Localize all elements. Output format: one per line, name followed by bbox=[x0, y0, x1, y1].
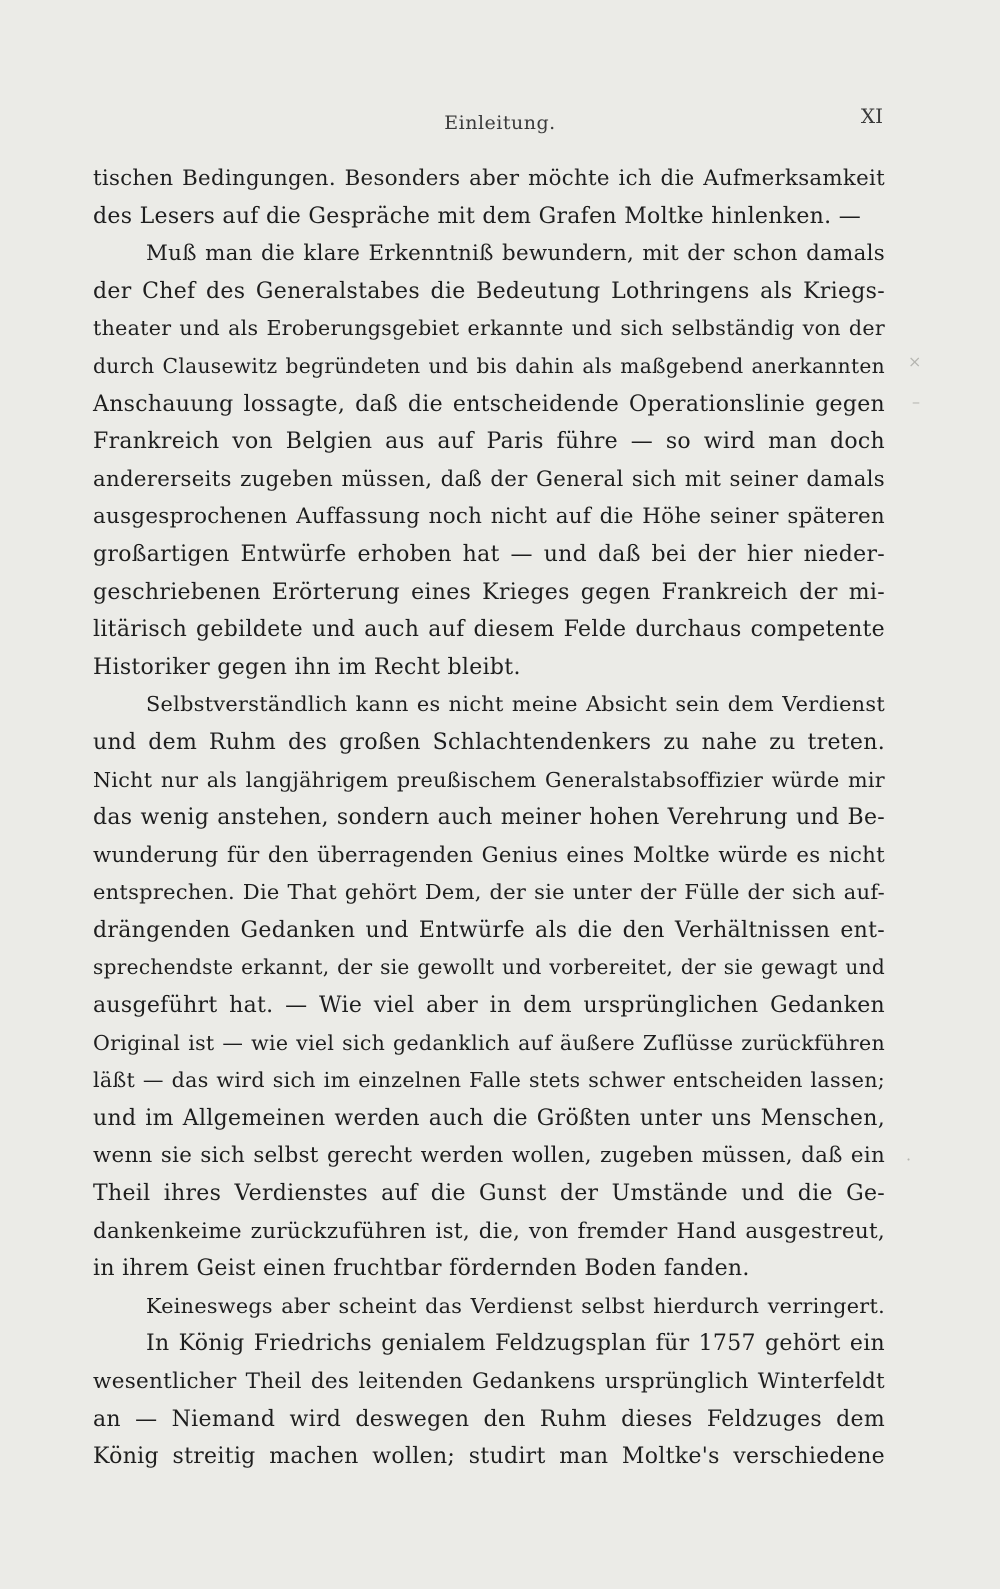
text-line: und dem Ruhm des großen Schlachtendenkers zu nahe zu treten. bbox=[93, 729, 885, 755]
running-title: Einleitung. bbox=[444, 112, 556, 134]
text-line: Muß man die klare Erkenntniß bewundern, mit der schon damals bbox=[146, 241, 885, 267]
text-line: tischen Bedingungen. Besonders aber möchte ich die Aufmerksamkeit bbox=[93, 166, 885, 191]
text-line: ausgeführt hat. — Wie viel aber in dem ursprünglichen Gedanken bbox=[93, 993, 885, 1019]
page-number: XI bbox=[860, 104, 883, 128]
text-line: Original ist — wie viel sich gedanklich auf äußere Zuflüsse zurückführen bbox=[93, 1030, 885, 1055]
text-line: Historiker gegen ihn im Recht bleibt. bbox=[93, 654, 521, 680]
text-line: der Chef des Generalstabes die Bedeutung Lothringens als Kriegs- bbox=[93, 278, 885, 304]
body-text bbox=[93, 160, 885, 1476]
text-line: Nicht nur als langjährigem preußischem Generalstabsoffizier würde mir bbox=[93, 767, 885, 792]
text-line: wenn sie sich selbst gerecht werden wollen, zugeben müssen, daß ein bbox=[93, 1143, 885, 1169]
pencil-mark-dash-icon: – bbox=[912, 392, 920, 411]
text-line: großartigen Entwürfe erhoben hat — und daß bei der hier nieder- bbox=[93, 541, 885, 567]
text-line: und im Allgemeinen werden auch die Größten unter uns Menschen, bbox=[93, 1105, 885, 1131]
text-line: wesentlicher Theil des leitenden Gedankens ursprünglich Winterfeldt bbox=[93, 1369, 885, 1394]
text-line: läßt — das wird sich im einzelnen Falle stets schwer entscheiden lassen; bbox=[93, 1068, 885, 1093]
text-line: in ihrem Geist einen fruchtbar fördernden Boden fanden. bbox=[93, 1256, 750, 1282]
text-line: König streitig machen wollen; studirt man Moltke's verschiedene bbox=[93, 1444, 885, 1470]
text-line: dankenkeime zurückzuführen ist, die, von fremder Hand ausgestreut, bbox=[93, 1218, 885, 1244]
text-line: andererseits zugeben müssen, daß der General sich mit seiner damals bbox=[93, 466, 885, 492]
pencil-mark-dot-icon: · bbox=[906, 1150, 912, 1169]
text-line: an — Niemand wird deswegen den Ruhm dieses Feldzuges dem bbox=[93, 1406, 885, 1432]
text-line: theater und als Eroberungsgebiet erkannte und sich selbständig von der bbox=[93, 316, 885, 341]
text-line: In König Friedrichs genialem Feldzugsplan für 1757 gehört ein bbox=[146, 1331, 885, 1357]
text-line: Frankreich von Belgien aus auf Paris führe — so wird man doch bbox=[93, 429, 885, 455]
text-line: Theil ihres Verdienstes auf die Gunst der Umstände und die Ge- bbox=[93, 1181, 885, 1207]
text-line: geschriebenen Erörterung eines Krieges gegen Frankreich der mi- bbox=[93, 579, 885, 605]
text-line: Selbstverständlich kann es nicht meine Absicht sein dem Verdienst bbox=[146, 692, 885, 717]
text-line: wunderung für den überragenden Genius eines Moltke würde es nicht bbox=[93, 842, 885, 868]
pencil-mark-x-icon: × bbox=[908, 352, 922, 371]
text-line: entsprechen. Die That gehört Dem, der sie unter der Fülle der sich auf- bbox=[93, 880, 885, 905]
text-line: drängenden Gedanken und Entwürfe als die den Verhältnissen ent- bbox=[93, 917, 885, 943]
text-line: sprechendste erkannt, der sie gewollt und vorbereitet, der sie gewagt und bbox=[93, 955, 885, 980]
text-line: ausgesprochenen Auffassung noch nicht auf die Höhe seiner späteren bbox=[93, 504, 885, 530]
text-line: das wenig anstehen, sondern auch meiner hohen Verehrung und Be- bbox=[93, 805, 885, 831]
text-line: des Lesers auf die Gespräche mit dem Grafen Moltke hinlenken. — bbox=[93, 203, 861, 229]
text-line: durch Clausewitz begründeten und bis dahin als maßgebend anerkannten bbox=[93, 353, 885, 378]
text-line: Keineswegs aber scheint das Verdienst selbst hierdurch verringert. bbox=[146, 1293, 885, 1318]
text-line: Anschauung lossagte, daß die entscheidende Operationslinie gegen bbox=[93, 391, 885, 417]
text-line: litärisch gebildete und auch auf diesem Felde durchaus competente bbox=[93, 617, 885, 643]
